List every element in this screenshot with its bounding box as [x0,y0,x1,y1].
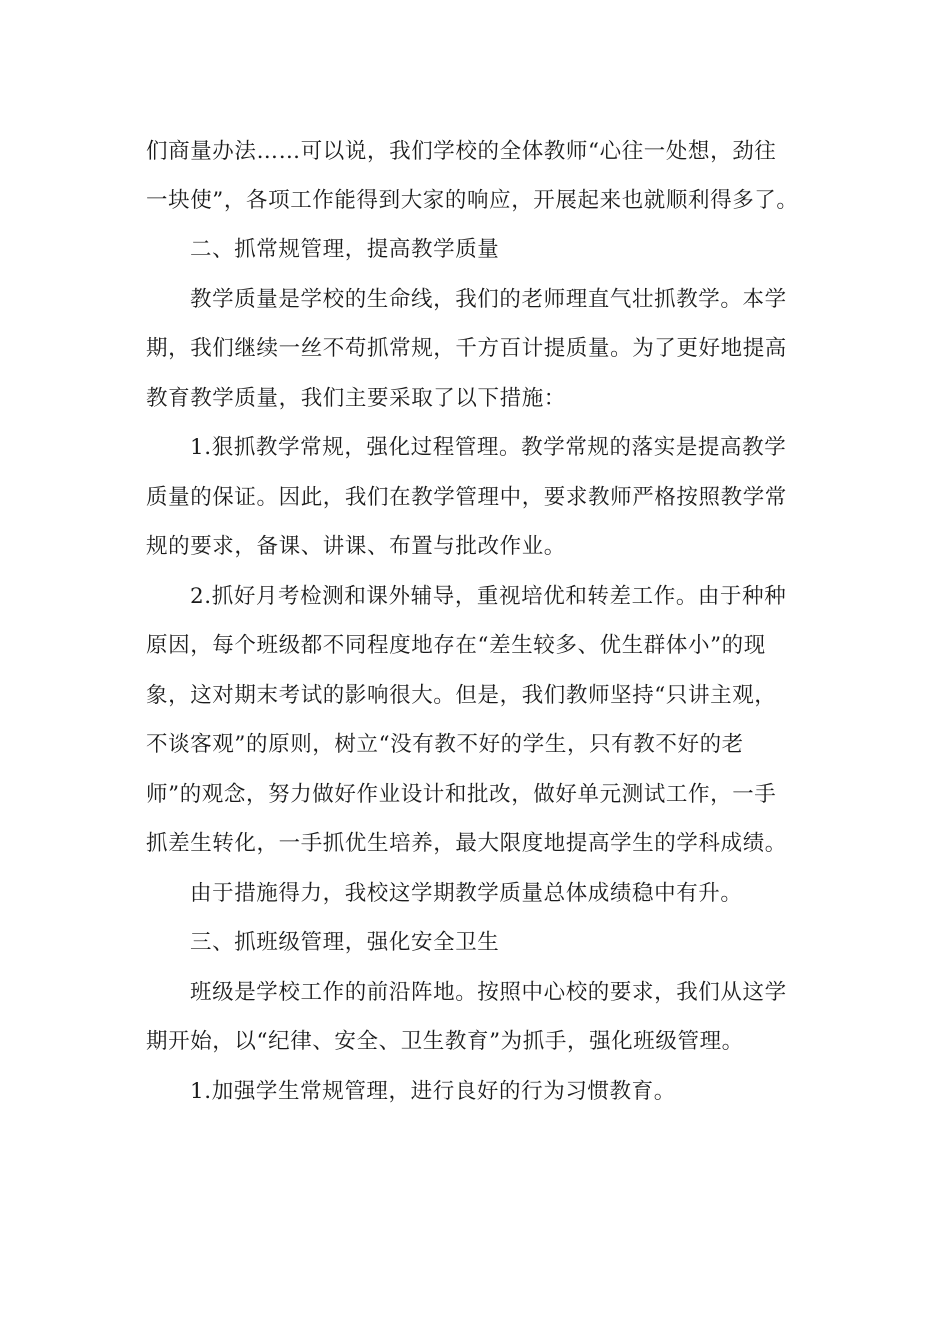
list-item-first-line: 2.抓好月考检测和课外辅导，重视培优和转差工作。由于种种 [190,584,787,609]
paragraph-first-line: 班级是学校工作的前沿阵地。按照中心校的要求，我们从这学 [190,980,787,1005]
paragraph-first-line: 教学质量是学校的生命线，我们的老师理直气壮抓教学。本学 [190,287,787,312]
section-heading: 三、抓班级管理，强化安全卫生 [190,930,500,955]
text-line: 象，这对期末考试的影响很大。但是，我们教师坚持“只讲主观， [146,683,777,708]
text-line: 教育教学质量，我们主要采取了以下措施： [146,386,566,411]
paragraph-first-line: 由于措施得力，我校这学期教学质量总体成绩稳中有升。 [190,881,743,906]
text-line: 们商量办法……可以说，我们学校的全体教师“心往一处想，劲往 [146,139,777,164]
text-line: 规的要求，备课、讲课、布置与批改作业。 [146,534,566,559]
list-item-first-line: 1.狠抓教学常规，强化过程管理。教学常规的落实是提高教学 [190,435,787,460]
text-line: 师”的观念，努力做好作业设计和批改，做好单元测试工作，一手 [146,782,777,807]
text-line: 原因，每个班级都不同程度地存在“差生较多、优生群体小”的现 [146,633,766,658]
text-line: 抓差生转化，一手抓优生培养，最大限度地提高学生的学科成绩。 [146,831,787,856]
text-line: 质量的保证。因此，我们在教学管理中，要求教师严格按照教学常 [146,485,787,510]
section-heading: 二、抓常规管理，提高教学质量 [190,237,500,262]
text-line: 期开始，以“纪律、安全、卫生教育”为抓手，强化班级管理。 [146,1029,744,1054]
text-line: 期，我们继续一丝不苟抓常规，千方百计提质量。为了更好地提高 [146,336,787,361]
text-line: 不谈客观”的原则，树立“没有教不好的学生，只有教不好的老 [146,732,744,757]
text-line: 一块使”，各项工作能得到大家的响应，开展起来也就顺利得多了。 [146,188,799,213]
list-item-first-line: 1.加强学生常规管理，进行良好的行为习惯教育。 [190,1079,676,1104]
